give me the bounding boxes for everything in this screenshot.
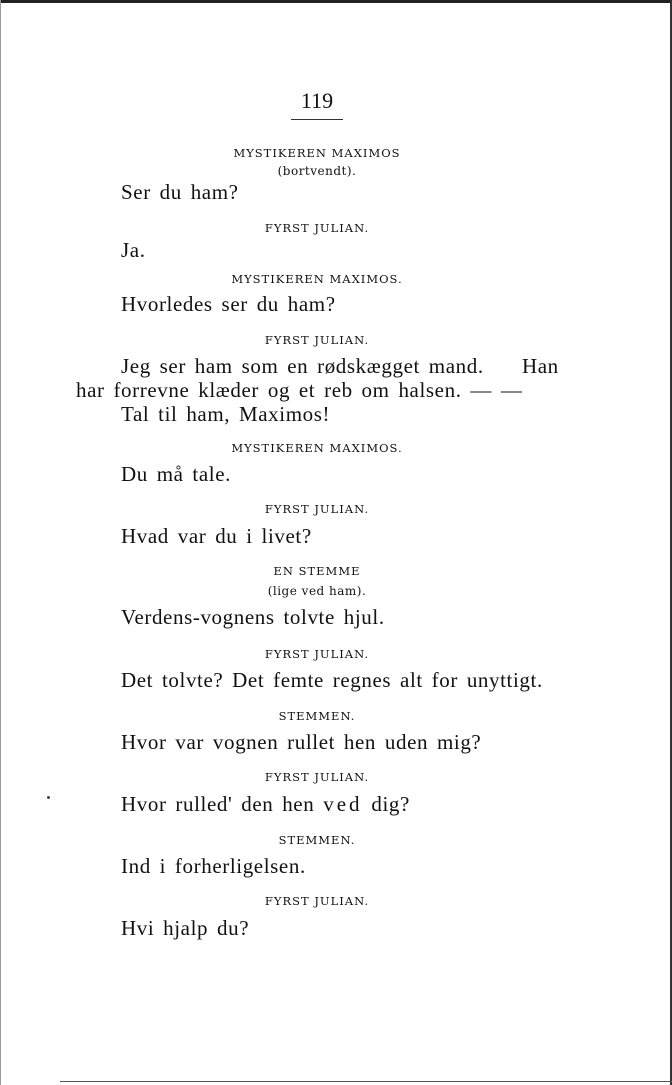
dialogue-text: dig?: [371, 792, 410, 816]
speaker-julian: FYRST JULIAN.: [264, 221, 370, 235]
dialogue-line: Tal til ham, Maximos!: [121, 402, 331, 426]
page-top-edge: [0, 0, 672, 3]
dialogue-line: Ser du ham?: [121, 180, 239, 204]
speaker-maximos: MYSTIKEREN MAXIMOS.: [231, 441, 403, 455]
dialogue-text: Hvor rulled' den hen: [121, 792, 315, 816]
dialogue-line: Ind i forherligelsen.: [121, 854, 306, 878]
speaker-en-stemme: EN STEMME: [273, 564, 361, 578]
dialogue-line: Verdens-vognens tolvte hjul.: [121, 605, 385, 629]
speaker-julian: FYRST JULIAN.: [264, 894, 370, 908]
page-number: 119: [300, 88, 334, 113]
ink-speck: [47, 796, 50, 799]
dialogue-line: Hvor var vognen rullet hen uden mig?: [121, 730, 482, 754]
emphasized-word: ved: [323, 792, 363, 816]
dialogue-line: Ja.: [121, 238, 146, 262]
speaker-stemmen: STEMMEN.: [278, 709, 356, 723]
dialogue-line: har forrevne klæder og et reb om halsen. — —: [76, 378, 523, 402]
dialogue-line: Hvad var du i livet?: [121, 524, 312, 548]
dialogue-line: Jeg ser ham som en rødskægget mand.: [121, 354, 484, 378]
dialogue-line: Det tolvte? Det femte regnes alt for unyttigt.: [121, 668, 543, 692]
speaker-julian: FYRST JULIAN.: [264, 770, 370, 784]
page-number-rule: [291, 119, 343, 120]
speaker-stemmen: STEMMEN.: [278, 833, 356, 847]
page-bottom-edge: [60, 1081, 672, 1082]
speaker-julian: FYRST JULIAN.: [264, 502, 370, 516]
speaker-maximos: MYSTIKEREN MAXIMOS.: [231, 272, 403, 286]
stage-direction: (bortvendt).: [277, 164, 357, 178]
dialogue-line: Han: [522, 354, 559, 378]
dialogue-line: [121, 792, 410, 817]
dialogue-line: Hvi hjalp du?: [121, 916, 250, 940]
speaker-maximos: MYSTIKEREN MAXIMOS: [233, 146, 401, 160]
speaker-julian: FYRST JULIAN.: [264, 333, 370, 347]
dialogue-line: Hvorledes ser du ham?: [121, 292, 336, 316]
page-left-edge: [0, 0, 1, 1085]
dialogue-line: Du må tale.: [121, 462, 231, 486]
stage-direction: (lige ved ham).: [267, 584, 367, 598]
speaker-julian: FYRST JULIAN.: [264, 647, 370, 661]
